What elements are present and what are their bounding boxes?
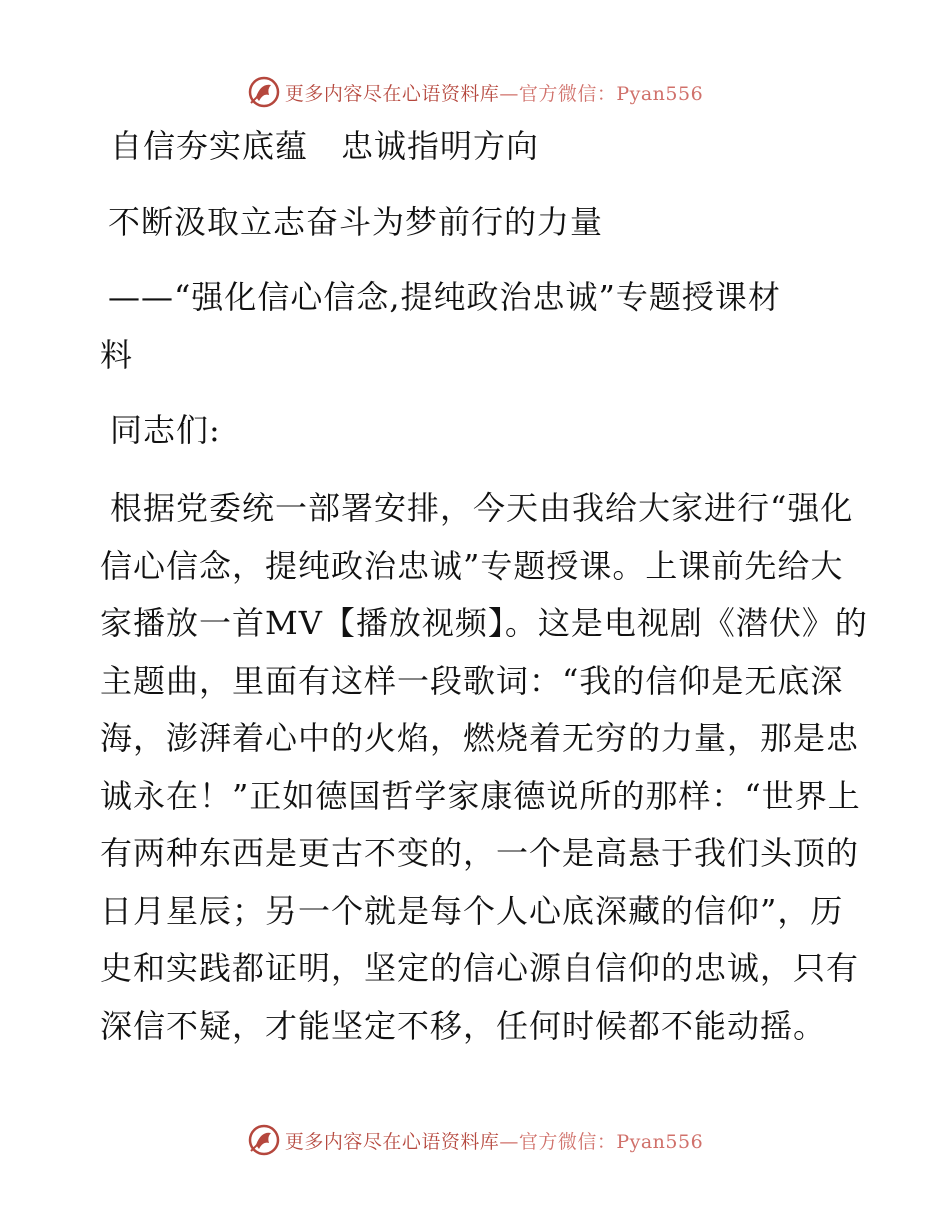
- subtitle-line-1: ——“强化信心信念,提纯政治忠诚”专题授课材: [108, 278, 781, 316]
- body-paragraph: 根据党委统一部署安排，今天由我给大家进行“强化信心信念，提纯政治忠诚”专题授课。上课前先给大家播放一首MV【播放视频】。这是电视剧《潜伏》的主题曲，里面有这样一段歌词：“我的信仰是无底深海，澎湃着心中的火焰，燃烧着无穷的力量，那是忠诚永在！”正如德国哲学家康德说所的那样：“世界上有两种东西是更古不变的，一个是高悬于我们头顶的日月星辰；另一个就是每个人心底深藏的信仰”，历史和实践都证明，坚定的信心源自信仰的忠诚，只有深信不疑，才能坚定不移，任何时候都不能动摇。: [100, 489, 868, 1045]
- banner-main-text: 更多内容尽在心语资料库: [284, 1130, 500, 1153]
- banner-wechat-text: —官方微信：Pyan556: [499, 1130, 704, 1153]
- banner-text: [285, 79, 703, 106]
- red-seal-logo-icon: [247, 75, 281, 109]
- salutation: 同志们:: [110, 411, 221, 449]
- banner-main-text: 更多内容尽在心语资料库: [284, 82, 500, 105]
- title-line-2: 不断汲取立志奋斗为梦前行的力量: [108, 203, 604, 241]
- banner-wechat-text: —官方微信：Pyan556: [499, 82, 704, 105]
- title-line-1: 自信夯实底蕴 忠诚指明方向: [110, 127, 540, 165]
- footer-banner: [0, 1120, 950, 1160]
- subtitle-line-2: 料: [100, 336, 134, 374]
- header-banner: [0, 72, 950, 112]
- banner-text: [285, 1127, 703, 1154]
- red-seal-logo-icon: [247, 1123, 281, 1157]
